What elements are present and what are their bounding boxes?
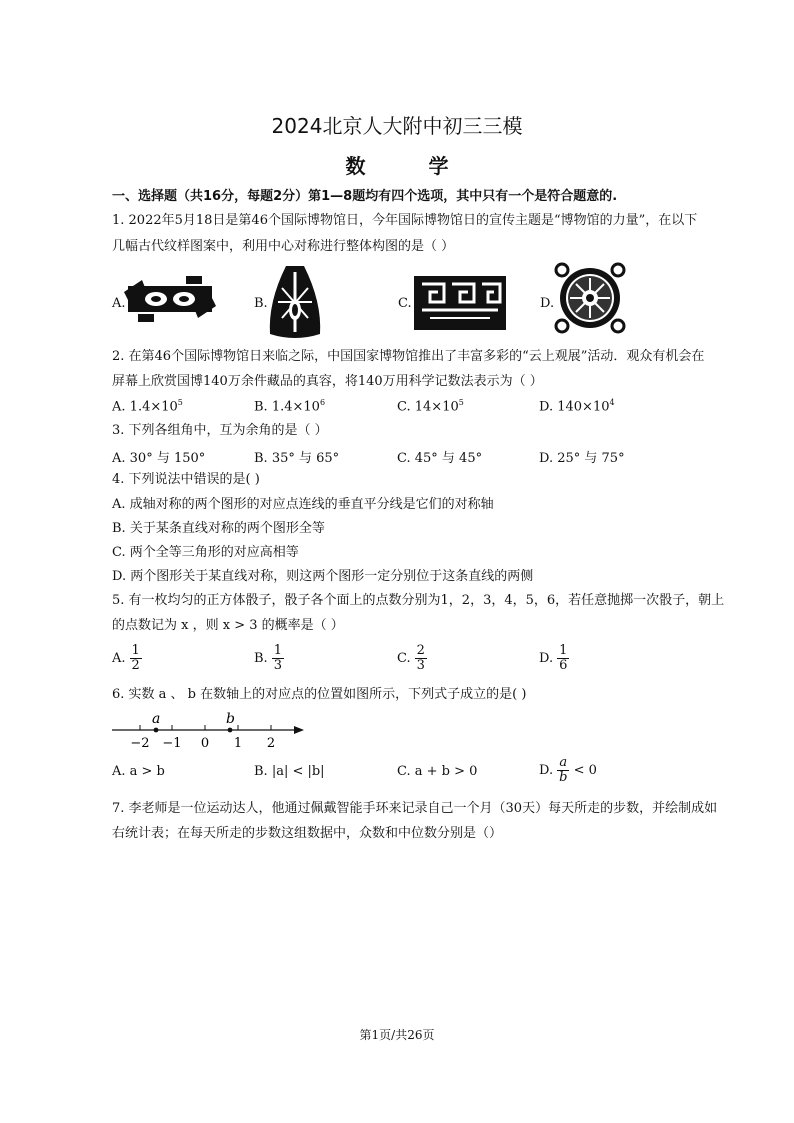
- q3-options: [112, 447, 712, 471]
- q6-option-d[interactable]: D. $\frac{a}{b}$ < 0: [539, 755, 597, 785]
- q2-option-d[interactable]: D. $140\times 10^4$: [539, 398, 615, 415]
- q3-text-line1: 3. 下列各组角中，互为余角的是（ ）: [112, 423, 328, 438]
- tick-label: −1: [162, 736, 182, 751]
- point-b-dot: [228, 728, 233, 733]
- q1-text-line1: 1. 2022年5月18日是第46个国际博物馆日，今年国际博物馆日的宣传主题是“博物馆的力量”，在以下: [112, 213, 698, 228]
- q5-option-a[interactable]: A. $\frac{1}{2}$: [112, 643, 140, 673]
- q5-option-b[interactable]: B. $\frac{1}{3}$: [254, 643, 282, 673]
- q7-text-line1: 7. 李老师是一位运动达人，他通过佩戴智能手环来记录自己一个月（30天）每天所走的步数，并绘制成如: [112, 801, 718, 816]
- q2-text-line1: 2. 在第46个国际博物馆日来临之际，中国国家博物馆推出了丰富多彩的“云上观展”活动．观众有机会在: [112, 349, 705, 364]
- q2-options: [112, 398, 712, 422]
- section-heading: 一、选择题（共16分，每题2分）第1—8题均有四个选项，其中只有一个是符合题意的.: [112, 189, 618, 204]
- number-line-figure: [110, 708, 306, 752]
- point-b-label: b: [226, 711, 235, 727]
- q1-option-a-label: A.: [112, 296, 126, 311]
- q3-option-d[interactable]: D. 25° 与 75°: [539, 451, 625, 466]
- q1-option-b-label: B.: [254, 296, 268, 311]
- q2-option-c[interactable]: C. $14\times 10^5$: [397, 398, 464, 415]
- q2-text-line2: 屏幕上欣赏国博140万余件藏品的真容，将140万用科学记数法表示为（ ）: [112, 374, 543, 389]
- subject-title: 数 学: [345, 154, 477, 178]
- q1-option-d-label: D.: [540, 296, 555, 311]
- point-a-dot: [154, 728, 159, 733]
- q5-option-c[interactable]: C. $\frac{2}{3}$: [397, 643, 425, 673]
- q5-text-line1: 5. 有一枚均匀的正方体骰子，骰子各个面上的点数分别为1，2，3，4，5，6，若任意抛掷一次骰子，朝上: [112, 593, 725, 608]
- q1-text-line2: 几幅古代纹样图案中，利用中心对称进行整体构图的是（ ）: [112, 239, 455, 254]
- q3-option-a[interactable]: A. 30° 与 150°: [112, 451, 206, 466]
- q6-option-a[interactable]: A. a > b: [112, 764, 165, 779]
- q3-option-c[interactable]: C. 45° 与 45°: [397, 451, 483, 466]
- tick-label: 2: [266, 736, 276, 751]
- tick-label: 0: [200, 736, 210, 751]
- q1-option-c-label: C.: [398, 296, 412, 311]
- tick-label: 1: [233, 736, 243, 751]
- q2-option-a[interactable]: A. $1.4\times 10^5$: [112, 398, 183, 415]
- pattern-vase-image: [264, 262, 326, 342]
- q2-option-b[interactable]: B. $1.4\times 10^6$: [254, 398, 326, 415]
- pattern-round-image: [554, 262, 626, 334]
- q3-option-b[interactable]: B. 35° 与 65°: [254, 451, 340, 466]
- q5-options: [112, 644, 712, 680]
- tick-label: −2: [130, 736, 150, 751]
- q6-option-c[interactable]: C. a + b > 0: [397, 764, 478, 779]
- q4-option-a[interactable]: A. 成轴对称的两个图形的对应点连线的垂直平分线是它们的对称轴: [112, 497, 494, 512]
- q4-option-c[interactable]: C. 两个全等三角形的对应高相等: [112, 545, 299, 560]
- page-number: 第1页/共26页: [359, 1028, 435, 1042]
- q4-option-b[interactable]: B. 关于某条直线对称的两个图形全等: [112, 521, 325, 536]
- q5-text-line2: 的点数记为 x ，则 x > 3 的概率是（ ）: [112, 618, 344, 633]
- pattern-bronze-image: [412, 262, 508, 334]
- point-a-label: a: [152, 711, 161, 727]
- exam-title: 2024北京人大附中初三三模: [271, 114, 523, 138]
- q4-text-line1: 4. 下列说法中错误的是( ): [112, 472, 260, 487]
- q6-option-b[interactable]: B. |a| < |b|: [254, 764, 325, 779]
- q6-text-line1: 6. 实数 a 、 b 在数轴上的对应点的位置如图所示，下列式子成立的是( ): [112, 687, 527, 702]
- pattern-mask-image: [124, 262, 216, 338]
- q5-option-d[interactable]: D. $\frac{1}{6}$: [539, 643, 568, 673]
- q4-option-d[interactable]: D. 两个图形关于某直线对称，则这两个图形一定分别位于这条直线的两侧: [112, 569, 534, 584]
- q6-options: [112, 755, 712, 796]
- q7-text-line2: 右统计表；在每天所走的步数这组数据中，众数和中位数分别是（）: [112, 826, 503, 841]
